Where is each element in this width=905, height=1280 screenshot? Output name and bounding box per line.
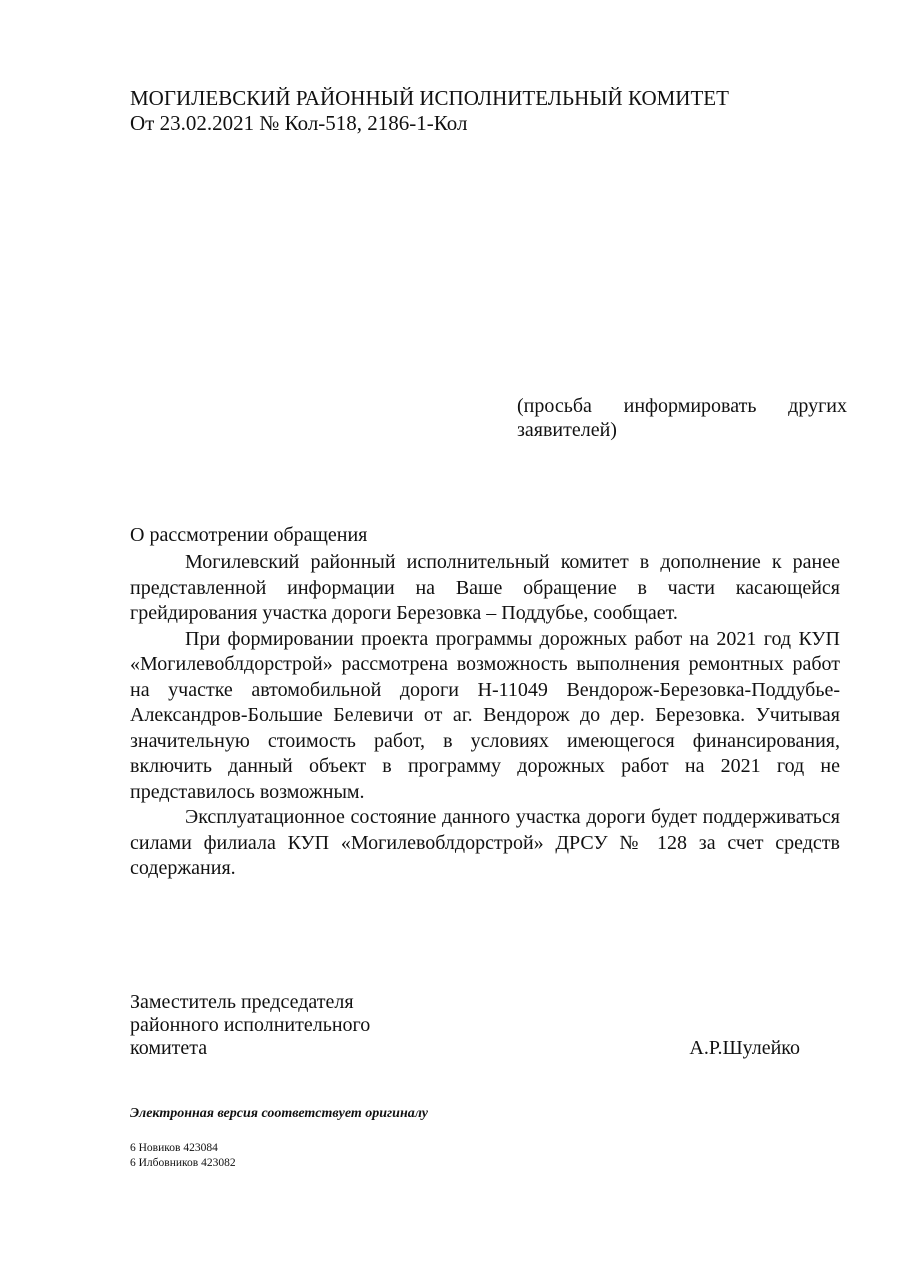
- signer-title-line: комитета: [130, 1037, 208, 1059]
- body-paragraph: Эксплуатационное состояние данного участка дороги будет поддерживаться силами филиала КУП «Могилевоблдорстрой» ДРСУ № 128 за счет средств содержания.: [130, 806, 840, 879]
- organization-name: МОГИЛЕВСКИЙ РАЙОННЫЙ ИСПОЛНИТЕЛЬНЫЙ КОМИТЕТ: [130, 86, 729, 110]
- request-note: (просьба информировать других заявителей): [517, 395, 847, 441]
- reference-line: От 23.02.2021 № Кол-518, 2186-1-Кол: [130, 111, 468, 135]
- signature-block: [130, 991, 800, 1060]
- signer-title-line: районного исполнительного: [130, 1014, 371, 1036]
- executor-line: 6 Новиков 423084: [130, 1142, 218, 1154]
- letter-body: [130, 550, 840, 882]
- letter-header: [130, 86, 729, 136]
- body-paragraph: Могилевский районный исполнительный комитет в дополнение к ранее представленной информации на Ваше обращение в части касающейся грейдирования участка дороги Березовка – Поддубье, сообщает.: [130, 551, 840, 624]
- signer-title-line: Заместитель председателя: [130, 991, 354, 1013]
- electronic-version-note: Электронная версия соответствует оригиналу: [130, 1106, 428, 1121]
- subject-line: О рассмотрении обращения: [130, 524, 368, 546]
- executors: [130, 1141, 236, 1171]
- body-paragraph: При формировании проекта программы дорожных работ на 2021 год КУП «Могилевоблдорстрой» рассмотрена возможность выполнения ремонтных работ на участке автомобильной дороги Н-11049 Вендорож-Березовка-Поддубье-Александров-Большие Белевичи от аг. Вендорож до дер. Березовка. Учитывая значительную стоимость работ, в условиях имеющегося финансирования, включить данный объект в программу дорожных работ на 2021 год не представилось возможным.: [130, 627, 840, 803]
- executor-line: 6 Илбовников 423082: [130, 1157, 236, 1169]
- signer-name: А.Р.Шулейко: [689, 1037, 800, 1059]
